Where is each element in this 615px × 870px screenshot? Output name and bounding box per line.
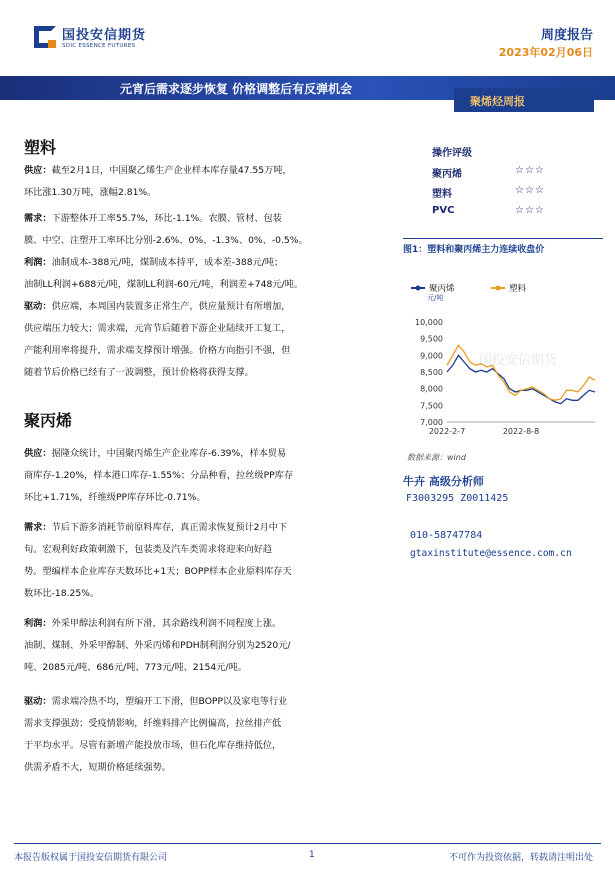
legend-marker-0 bbox=[416, 286, 421, 291]
pp-demand: 需求：节后下游多消耗节前原料库存，真正需求恢复预计2月中下 bbox=[24, 522, 288, 533]
legend-marker-1 bbox=[496, 286, 501, 291]
report-date: 2023年02月06日 bbox=[498, 46, 593, 59]
plastic-driver-line3: 产能利用率将提升，需求端支撑预计增强。价格方向指引不强，但 bbox=[24, 345, 291, 356]
y-tick-label: 8,500 bbox=[420, 368, 443, 377]
pp-supply-line3: 环比+1.71%，纤维级PP库存环比-0.71%。 bbox=[24, 492, 206, 503]
rating-title: 操作评级 bbox=[432, 148, 472, 159]
pp-demand-line3: 势。塑编样本企业库存天数环比+1天；BOPP样本企业原料库存天 bbox=[24, 566, 292, 577]
rating-stars-plastic: ☆☆☆ bbox=[515, 185, 545, 196]
plastic-supply: 供应：截至2月1日，中国聚乙烯生产企业样本库存量47.55万吨， bbox=[24, 165, 292, 176]
analyst-phone: 010-58747784 bbox=[410, 530, 483, 541]
figure-source: 数据来源：wind bbox=[407, 453, 466, 462]
rating-name-pp: 聚丙烯 bbox=[432, 169, 462, 180]
y-tick-label: 8,000 bbox=[420, 384, 443, 394]
price-line-chart bbox=[403, 278, 603, 448]
y-tick-label: 7,000 bbox=[420, 418, 443, 427]
x-tick-label: 2022-2-7 bbox=[428, 427, 466, 436]
rating-stars-pp: ☆☆☆ bbox=[515, 165, 545, 176]
x-tick-label: 2022-8-8 bbox=[502, 427, 540, 436]
pp-supply: 供应：据隆众统计，中国聚丙烯生产企业库存-6.39%，样本贸易 bbox=[24, 448, 287, 459]
rating-stars-pvc: ☆☆☆ bbox=[515, 205, 545, 216]
page-number: 1 bbox=[309, 850, 315, 860]
logo-icon bbox=[34, 26, 56, 48]
logo-cn: 国投安信期货 bbox=[62, 28, 147, 43]
chart-watermark: 国投安信期货 bbox=[478, 353, 558, 368]
pp-driver-line3: 于平均水平。尽管有新增产能投放市场，但石化库存维持低位， bbox=[24, 740, 282, 751]
rating-name-pvc: PVC bbox=[432, 205, 455, 216]
company-logo bbox=[34, 24, 146, 49]
plastic-supply-line2: 环比涨1.30万吨，涨幅2.81%。 bbox=[24, 187, 157, 198]
legend-label-1: 塑料 bbox=[509, 284, 527, 294]
pp-driver-line2: 需求支撑强劲；受疫情影响，纤维料排产比例偏高，拉丝排产低 bbox=[24, 718, 282, 729]
pp-driver-line4: 供需矛盾不大，短期价格延续强势。 bbox=[24, 762, 171, 773]
legend-label-0: 聚丙烯 bbox=[429, 284, 455, 294]
pp-profit: 利润：外采甲醇法利润有所下滑，其余路线利润不同程度上涨。 bbox=[24, 618, 282, 629]
y-tick-label: 7,500 bbox=[420, 401, 443, 411]
pp-body bbox=[24, 443, 394, 779]
section-plastic-heading: 塑料 bbox=[24, 138, 57, 157]
analyst-name: 牛卉 高级分析师 bbox=[403, 475, 484, 488]
pp-profit-line3: 吨、2085元/吨、686元/吨、773元/吨、2154元/吨。 bbox=[24, 662, 247, 673]
logo-en: SDIC ESSENCE FUTURES bbox=[62, 43, 136, 49]
section-pp-heading: 聚丙烯 bbox=[24, 411, 73, 430]
analyst-email[interactable]: gtaxinstitute@essence.com.cn bbox=[410, 548, 572, 559]
y-axis-label: 元/吨 bbox=[427, 294, 444, 302]
footer-copyright: 本报告版权属于国投安信期货有限公司 bbox=[14, 853, 168, 863]
footer-rule bbox=[14, 843, 601, 844]
footer-disclaimer: 不可作为投资依据，转载请注明出处 bbox=[448, 853, 593, 863]
pp-profit-line2: 油制、煤制、外采甲醇制、外采丙烯和PDH制利润分别为2520元/ bbox=[24, 640, 291, 651]
headline: 元宵后需求逐步恢复 价格调整后有反弹机会 bbox=[120, 82, 353, 96]
pp-demand-line4: 数环比-18.25%。 bbox=[24, 588, 100, 599]
rating-name-plastic: 塑料 bbox=[432, 189, 452, 200]
plastic-demand-line2: 膜、中空、注塑开工率环比分别-2.6%、0%、-1.3%、0%、-0.5%。 bbox=[24, 235, 308, 246]
plastic-driver-line4: 随着节后价格已经有了一波调整，预计价格将获得支撑。 bbox=[24, 367, 254, 378]
plastic-driver: 驱动：供应端，本周国内装置多正常生产，供应量预计有所增加， bbox=[24, 301, 291, 312]
report-type: 周度报告 bbox=[540, 28, 593, 43]
analyst-cert: F3003295 Z0011425 bbox=[406, 493, 509, 504]
plastic-profit-line2: 油制LL利润+688元/吨，煤制LL利润-60元/吨，利润差+748元/吨。 bbox=[24, 279, 303, 290]
figure-top-rule bbox=[403, 238, 603, 239]
report-tag: 聚烯烃周报 bbox=[470, 95, 525, 108]
plastic-body bbox=[24, 160, 394, 384]
pp-demand-line2: 旬。宏观利好政策刺激下，包装类及汽车类需求将迎来向好趋 bbox=[24, 544, 273, 555]
plastic-demand: 需求：下游整体开工率55.7%，环比-1.1%。农膜、管材、包装 bbox=[24, 213, 282, 224]
y-tick-label: 9,000 bbox=[420, 351, 443, 361]
figure-title: 图1：塑料和聚丙烯主力连续收盘价 bbox=[403, 245, 545, 255]
y-tick-label: 10,000 bbox=[415, 318, 443, 327]
plastic-driver-line2: 供应端压力较大；需求端，元宵节后随着下游企业陆续开工复工， bbox=[24, 323, 291, 334]
pp-supply-line2: 商库存-1.20%，样本港口库存-1.55%；分品种看，拉丝级PP库存 bbox=[24, 470, 294, 481]
y-tick-label: 9,500 bbox=[420, 334, 443, 344]
plastic-profit: 利润：油制成本-388元/吨，煤制成本持平，成本差-388元/吨； bbox=[24, 257, 284, 268]
pp-driver: 驱动：需求端冷热不均，塑编开工下滑，但BOPP以及家电等行业 bbox=[24, 696, 288, 707]
